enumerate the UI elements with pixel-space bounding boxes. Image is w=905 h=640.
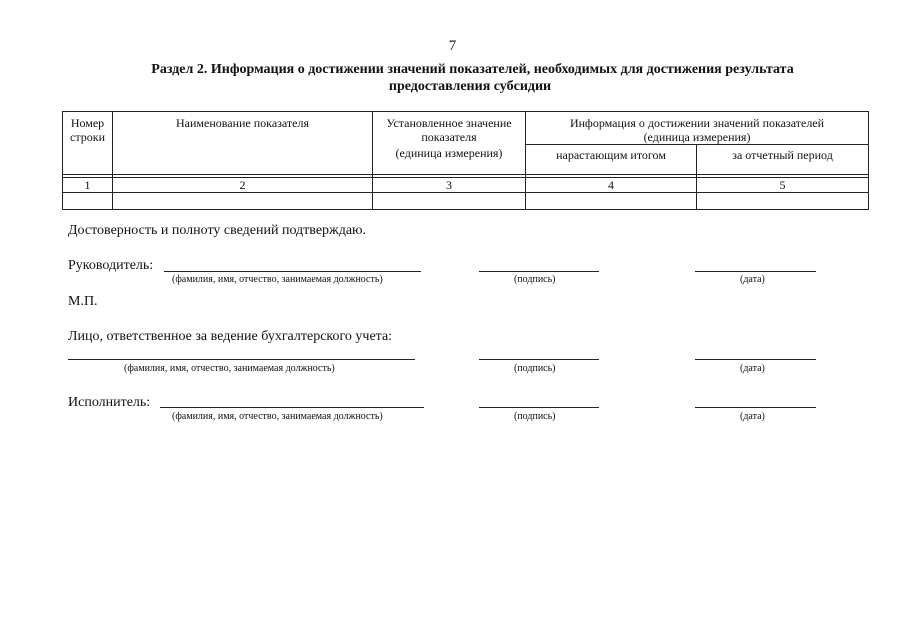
header-set-value-label: Установленное значение показателя	[386, 116, 512, 144]
head-date-caption: (дата)	[740, 274, 765, 285]
executor-name-caption: (фамилия, имя, отчество, занимаемая должность)	[172, 411, 383, 422]
executor-signature-caption: (подпись)	[514, 411, 556, 422]
accountant-signature-line[interactable]	[479, 359, 599, 360]
header-indicator-name: Наименование показателя	[113, 112, 373, 175]
header-row-number	[63, 112, 113, 175]
head-label: Руководитель:	[68, 258, 154, 273]
stamp-place: М.П.	[68, 294, 98, 309]
section-title: Раздел 2. Информация о достижении значений показателей, необходимых для достижения результата	[151, 62, 794, 77]
accountant-name-line[interactable]	[68, 359, 415, 360]
header-achievement	[526, 112, 869, 145]
header-set-value-unit: (единица измерения)	[395, 146, 503, 160]
accountant-name-caption: (фамилия, имя, отчество, занимаемая должность)	[124, 363, 335, 374]
table-cell[interactable]	[113, 193, 373, 210]
head-name-line[interactable]	[164, 271, 421, 272]
executor-date-caption: (дата)	[740, 411, 765, 422]
executor-signature-line[interactable]	[479, 407, 599, 408]
column-number-row	[63, 178, 869, 193]
confirmation-text: Достоверность и полноту сведений подтверждаю.	[68, 223, 366, 238]
header-achievement-label: Информация о достижении значений показателей	[569, 116, 825, 130]
header-row-number-label: Номер строки	[70, 116, 105, 144]
table-row	[63, 193, 869, 210]
accountant-label: Лицо, ответственное за ведение бухгалтерского учета:	[68, 329, 393, 344]
head-signature-line[interactable]	[479, 271, 599, 272]
header-achievement-unit: (единица измерения)	[643, 130, 751, 144]
column-number: 5	[697, 178, 869, 193]
accountant-date-line[interactable]	[695, 359, 816, 360]
table-cell[interactable]	[526, 193, 697, 210]
table-cell[interactable]	[373, 193, 526, 210]
header-period: за отчетный период	[697, 145, 869, 175]
table-cell[interactable]	[63, 193, 113, 210]
column-number: 4	[526, 178, 697, 193]
indicators-table	[62, 111, 869, 210]
head-signature-caption: (подпись)	[514, 274, 556, 285]
accountant-date-caption: (дата)	[740, 363, 765, 374]
accountant-signature-caption: (подпись)	[514, 363, 556, 374]
section-title-continued: предоставления субсидии	[388, 79, 552, 94]
head-name-caption: (фамилия, имя, отчество, занимаемая должность)	[172, 274, 383, 285]
column-number: 3	[373, 178, 526, 193]
head-date-line[interactable]	[695, 271, 816, 272]
page-number: 7	[448, 38, 457, 54]
executor-date-line[interactable]	[695, 407, 816, 408]
executor-label: Исполнитель:	[68, 395, 151, 410]
table-cell[interactable]	[697, 193, 869, 210]
column-number: 1	[63, 178, 113, 193]
column-number: 2	[113, 178, 373, 193]
header-cumulative: нарастающим итогом	[526, 145, 697, 175]
header-set-value	[373, 112, 526, 175]
executor-name-line[interactable]	[160, 407, 424, 408]
